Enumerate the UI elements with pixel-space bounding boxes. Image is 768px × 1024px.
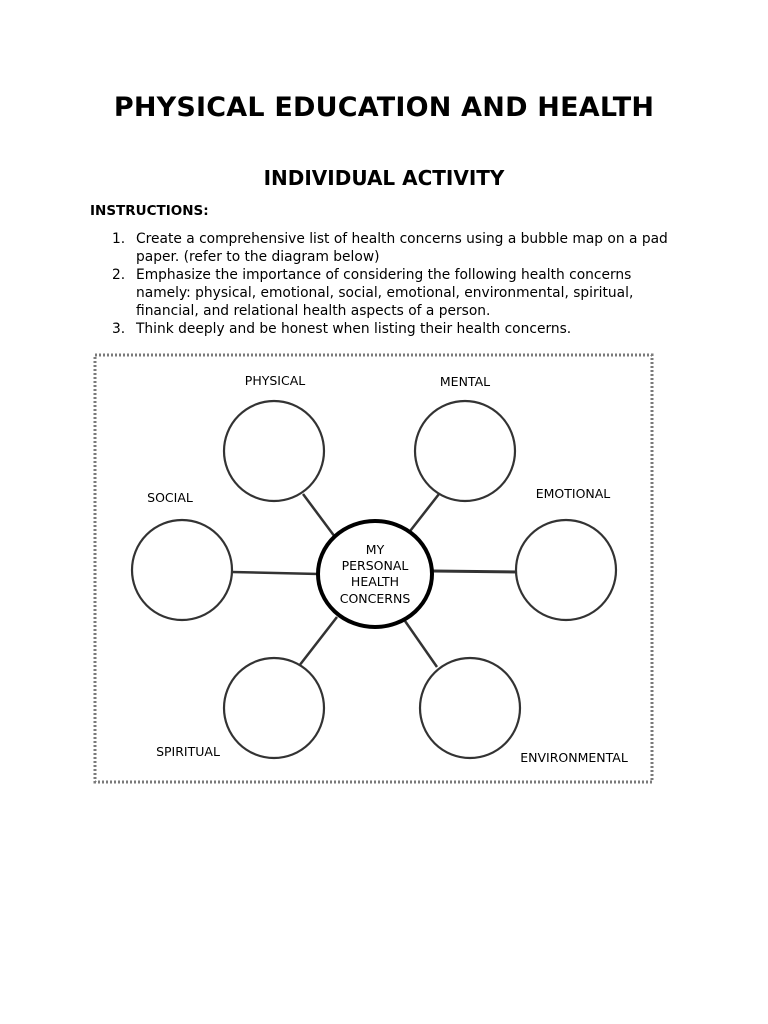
center-label-line: CONCERNS xyxy=(339,591,411,606)
instruction-line: Think deeply and be honest when listing their health concerns. xyxy=(136,321,572,337)
instruction-item xyxy=(112,230,684,266)
bubble-mental xyxy=(415,401,515,501)
instruction-line: Emphasize the importance of considering the following health concerns xyxy=(136,267,632,283)
center-label-line: HEALTH xyxy=(350,574,400,589)
bubble-environmental xyxy=(420,658,520,758)
page-title: PHYSICAL EDUCATION AND HEALTH xyxy=(113,92,655,123)
label-spiritual: SPIRITUAL xyxy=(156,744,220,759)
connector-social xyxy=(232,572,319,574)
instructions-list xyxy=(112,230,684,338)
label-environmental: ENVIRONMENTAL xyxy=(520,750,628,765)
connector-physical xyxy=(303,494,335,537)
instruction-line: namely: physical, emotional, social, emotional, environmental, spiritual, xyxy=(136,285,634,301)
bubble-emotional xyxy=(516,520,616,620)
instruction-line: Create a comprehensive list of health concerns using a bubble map on a pad xyxy=(136,231,668,247)
instruction-number: 2. xyxy=(112,267,126,283)
label-mental: MENTAL xyxy=(439,374,491,389)
connector-environmental xyxy=(405,621,437,667)
instruction-number: 1. xyxy=(112,231,126,247)
label-social: SOCIAL xyxy=(147,490,193,505)
instructions-heading: INSTRUCTIONS: xyxy=(90,203,209,219)
instruction-number: 3. xyxy=(112,321,126,337)
instruction-item xyxy=(112,320,684,338)
bubble-spiritual xyxy=(224,658,324,758)
label-emotional: EMOTIONAL xyxy=(535,486,611,501)
connector-mental xyxy=(407,494,439,535)
center-label-line: PERSONAL xyxy=(341,558,409,573)
instruction-line: paper. (refer to the diagram below) xyxy=(136,249,380,265)
bubble-map-svg xyxy=(93,353,654,784)
bubble-physical xyxy=(224,401,324,501)
instruction-line: financial, and relational health aspects of a person. xyxy=(136,303,491,319)
bubble-map-diagram xyxy=(93,353,654,784)
center-label-line: MY xyxy=(365,542,385,557)
instruction-item xyxy=(112,266,684,320)
bubble-social xyxy=(132,520,232,620)
connector-emotional xyxy=(433,571,517,572)
connector-spiritual xyxy=(299,617,337,666)
activity-subtitle: INDIVIDUAL ACTIVITY xyxy=(263,166,505,190)
label-physical: PHYSICAL xyxy=(244,373,306,388)
